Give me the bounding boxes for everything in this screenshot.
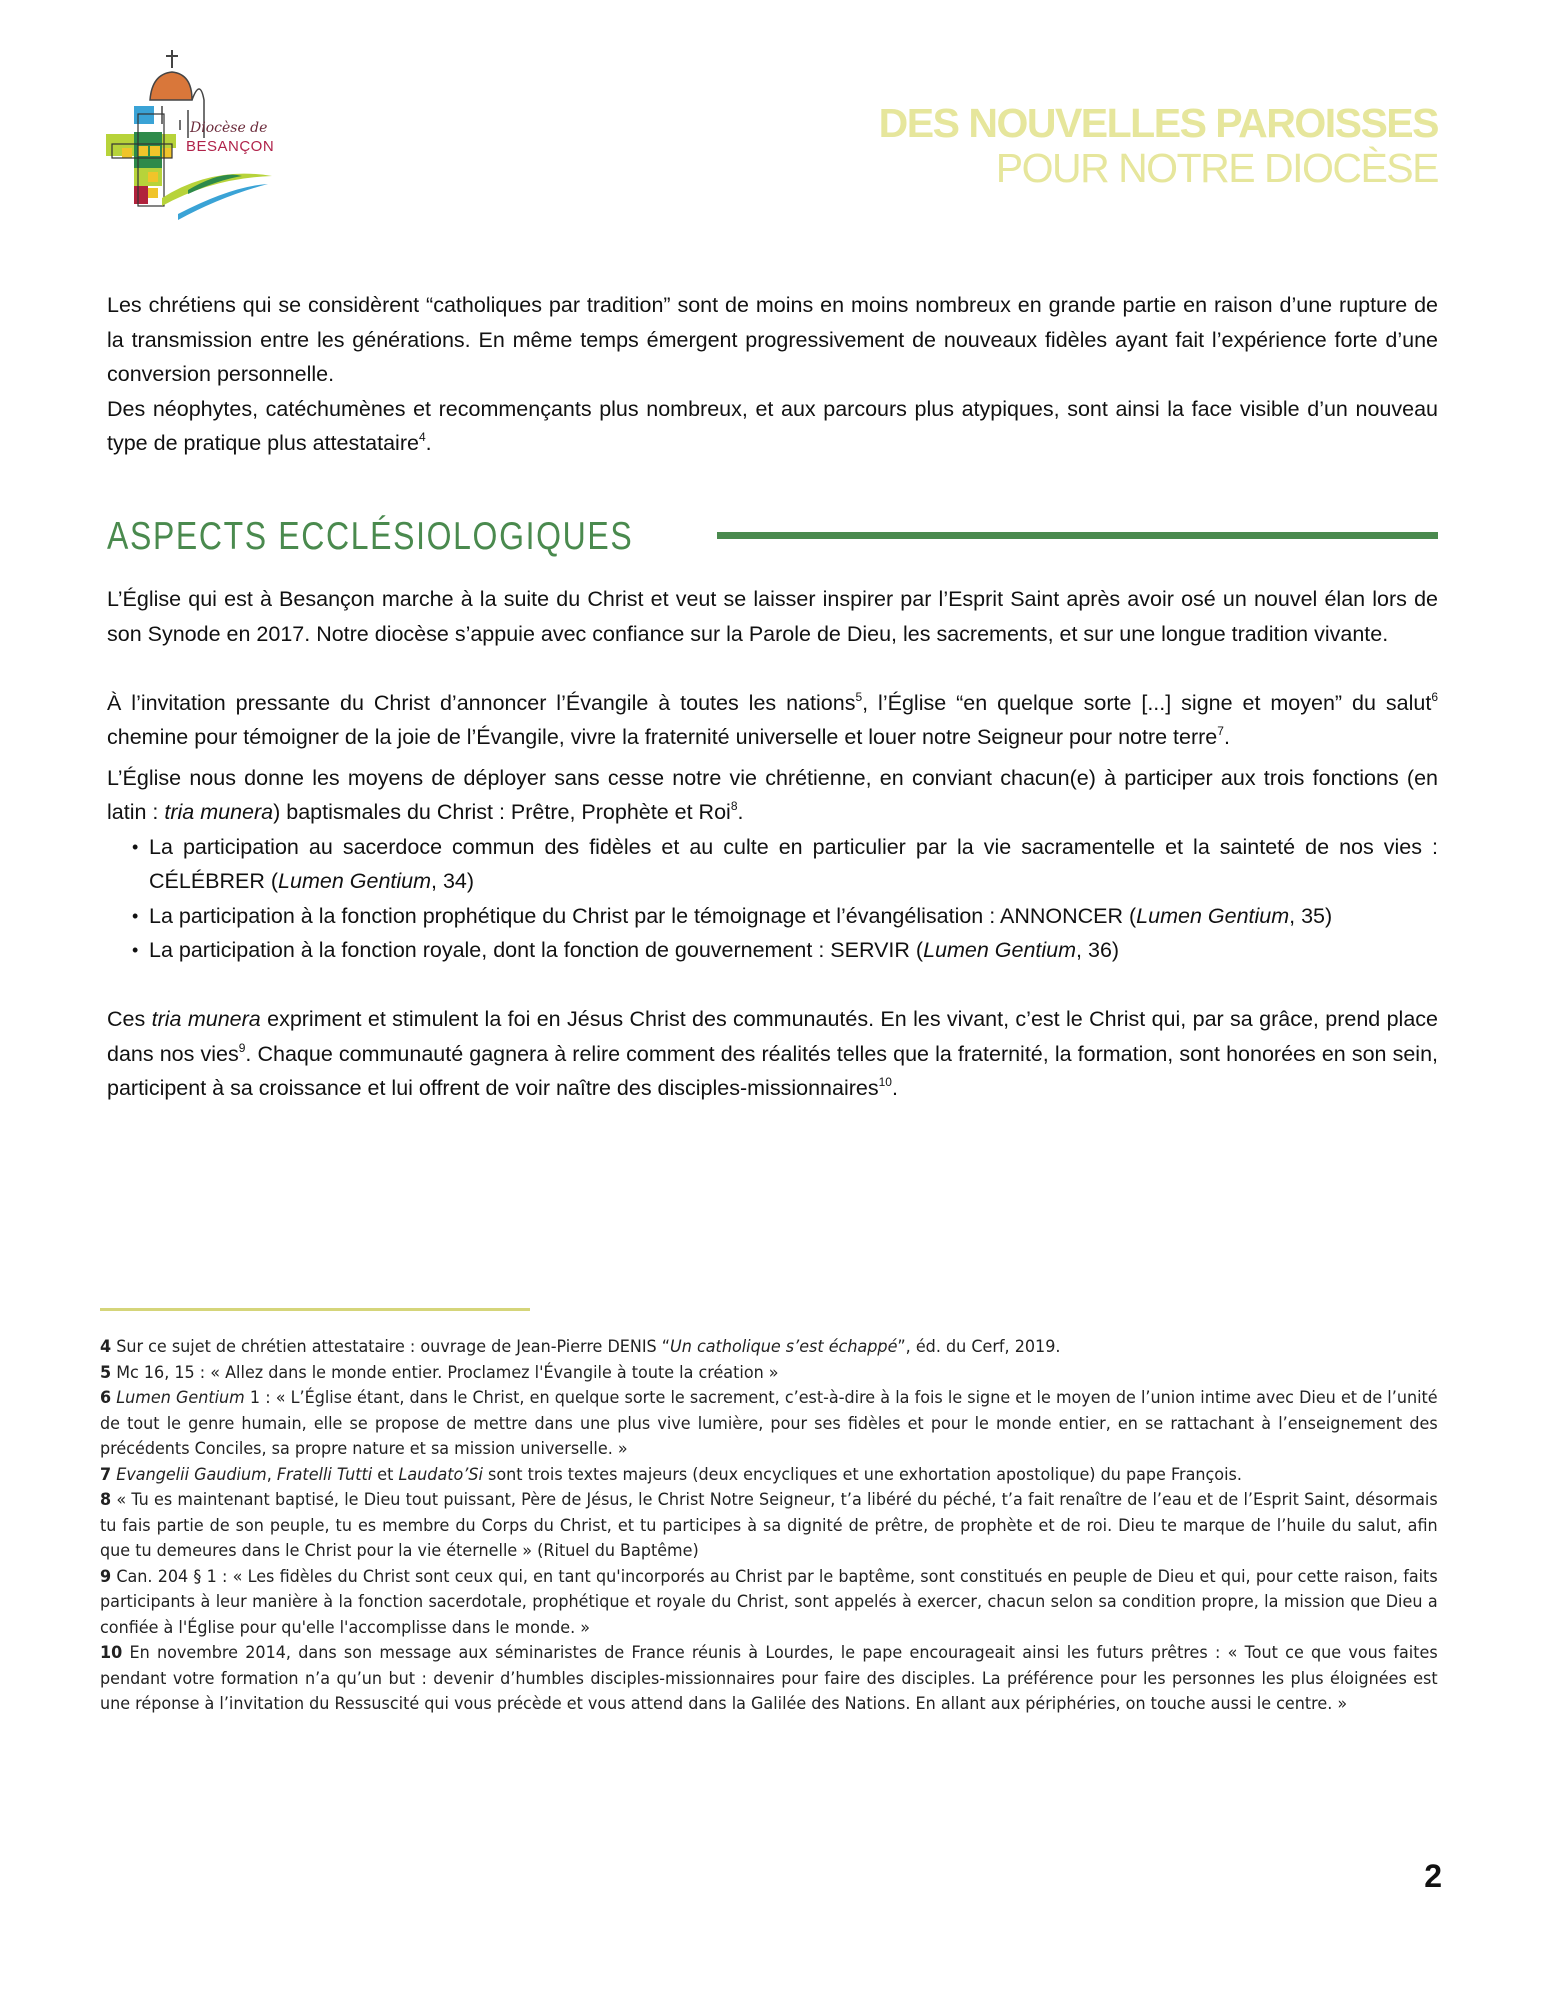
- italic-term: Evangelii Gaudium: [116, 1464, 267, 1485]
- italic-term: Lumen Gentium: [1136, 903, 1290, 928]
- footnotes: [100, 1335, 1438, 1718]
- italic-term: Lumen Gentium: [923, 938, 1077, 962]
- text: En novembre 2014, dans son message aux séminaristes de France réunis à Lourdes, le pape encourageait ainsi les futurs prêtres : « Tout ce que vous faites pendant votre formation n’a qu’un but : devenir d’humbles disciples-missionnaires pour faire des disciples. La préférence pour les personnes les plus éloignées est une réponse à l’invitation du Ressuscité qui vous précède et vous attend dans la Galilée des Nations. En allant aux périphéries, on touche aussi le centre. »: [100, 1643, 1438, 1714]
- text: 1 : « L’Église étant, dans le Christ, en quelque sorte le sacrement, c’est-à-dire à la fois le signe et le moyen de l’union intime avec Dieu et de l’unité de tout le genre humain, elle se propose de mettre dans une plus vive lumière, pour ses fidèles et pour le monde entier, en se rattachant à l’enseignement des précédents Conciles, sa propre nature et sa mission universelle. »: [100, 1388, 1438, 1459]
- intro-paragraph-2-text: Des néophytes, catéchumènes et recommençants plus nombreux, et aux parcours plus atypiques, sont ainsi la face visible d’un nouveau type de pratique plus attestataire: [107, 396, 1438, 455]
- intro-paragraph-1: Les chrétiens qui se considèrent “catholiques par tradition” sont de moins en moins nombreux en grande partie en raison d’une rupture de la transmission entre les générations. En même temps émergent progressivement de nouveaux fidèles ayant fait l’expérience forte d’une conversion personnelle.: [107, 293, 1438, 386]
- italic-term: Lumen Gentium: [116, 1388, 245, 1408]
- footnote-8: [100, 1488, 1438, 1565]
- footnote-number: 10: [100, 1643, 123, 1663]
- text: Sur ce sujet de chrétien attestataire : ouvrage de Jean-Pierre DENIS “: [111, 1337, 671, 1357]
- text: expriment et stimulent la foi en Jésus Christ des communautés. En les vivant, c’est le Christ qui, par sa grâce, prend place dans nos vies: [107, 1007, 1438, 1066]
- text: et: [372, 1464, 399, 1485]
- text: À l’invitation pressante du Christ d’annoncer l’Évangile à toutes les nations: [107, 690, 856, 715]
- footnote-ref[interactable]: 6: [1431, 689, 1438, 704]
- text: .: [891, 1076, 898, 1100]
- text: Ces: [107, 1007, 152, 1031]
- text: , 35): [1289, 903, 1333, 928]
- footnote-number: 5: [100, 1362, 112, 1383]
- section-paragraph-2: [107, 686, 1438, 755]
- logo-text-diocese: Diocèse de: [190, 120, 268, 136]
- italic-term: tria munera: [164, 800, 274, 824]
- text: L’Église nous donne les moyens de déployer sans cesse notre vie chrétienne, en conviant chacun(e) à participer aux trois fonctions (en latin :: [107, 765, 1438, 824]
- intro-section: [107, 288, 1438, 461]
- text: .: [1223, 725, 1230, 749]
- text: La participation à la fonction royale, dont la fonction de gouvernement : SERVIR (: [149, 938, 924, 962]
- italic-term: Lumen Gentium: [278, 869, 432, 893]
- footnote-separator: [100, 1308, 530, 1311]
- document-title: [879, 100, 1438, 190]
- section-paragraph-4: [107, 1002, 1438, 1106]
- footnote-ref[interactable]: 8: [730, 799, 738, 813]
- text: Can. 204 § 1 : « Les fidèles du Christ sont ceux qui, en tant qu'incorporés au Christ par le baptême, sont constitués en peuple de Dieu et qui, pour cette raison, faits participants à leur manière à la fonction sacerdotale, prophétique et royale du Christ, sont appelés à exercer, chacun selon sa condition propre, la mission que Dieu a confiée à l'Église pour qu'elle l'accomplisse dans le monde. »: [100, 1566, 1438, 1638]
- section-paragraph-3: [107, 761, 1438, 830]
- text: « Tu es maintenant baptisé, le Dieu tout puissant, Père de Jésus, le Christ Notre Seigneur, t’a libéré du péché, t’a fait renaître de l’eau et de l’Esprit Saint, désormais tu fais partie de son peuple, tu es membre du Corps du Christ, et tu participes à sa dignité de prêtre, de prophète et de roi. Dieu te marque de l’huile du salut, afin que tu demeures dans le Christ pour la vie éternelle » (Rituel du Baptême): [100, 1490, 1438, 1561]
- text: Mc 16, 15 : « Allez dans le monde entier. Proclamez l'Évangile à toute la création »: [111, 1362, 779, 1383]
- footnote-ref[interactable]: 5: [855, 689, 863, 704]
- text: sont trois textes majeurs (deux encycliques et une exhortation apostolique) du pape François.: [482, 1464, 1242, 1485]
- footnote-number: 9: [100, 1566, 112, 1587]
- text: La participation à la fonction prophétique du Christ par le témoignage et l’évangélisation : ANNONCER (: [149, 903, 1137, 928]
- italic-term: Un catholique s’est échappé: [670, 1337, 898, 1357]
- footnote-9: [100, 1565, 1438, 1642]
- text: ,: [266, 1464, 277, 1485]
- logo-text-besancon: BESANÇON: [186, 138, 275, 155]
- text: , l’Église “en quelque sorte [...] signe et moyen” du salut: [862, 690, 1432, 715]
- section-body: [107, 582, 1438, 1106]
- section-paragraph-1: L’Église qui est à Besançon marche à la suite du Christ et veut se laisser inspirer par l’Esprit Saint après avoir osé un nouvel élan lors de son Synode en 2017. Notre diocèse s’appuie avec confiance sur la Parole de Dieu, les sacrements, et sur une longue tradition vivante.: [107, 587, 1438, 646]
- text: ) baptismales du Christ : Prêtre, Prophète et Roi: [273, 800, 731, 824]
- text: , 34): [431, 869, 475, 893]
- footnote-7: [100, 1463, 1438, 1489]
- footnote-number: 4: [100, 1337, 112, 1357]
- diocese-logo: [92, 48, 302, 228]
- footnote-10: [100, 1641, 1438, 1718]
- tria-munera-list: [107, 830, 1438, 968]
- footnote-ref[interactable]: 4: [418, 430, 426, 444]
- title-line-1: DES NOUVELLES PAROISSES: [878, 100, 1438, 146]
- list-item: [149, 933, 1438, 968]
- italic-term: Laudato’Si: [398, 1464, 483, 1485]
- footnote-6: [100, 1386, 1438, 1463]
- section-heading: [107, 512, 1438, 562]
- footnote-ref[interactable]: 9: [238, 1040, 246, 1055]
- intro-paragraph-2: [107, 392, 1438, 461]
- footnote-ref[interactable]: 10: [878, 1075, 892, 1089]
- title-line-2: POUR NOTRE DIOCÈSE: [995, 145, 1438, 191]
- italic-term: tria munera: [151, 1007, 261, 1031]
- list-item: [149, 830, 1438, 899]
- section-heading-text: ASPECTS ECCLÉSIOLOGIQUES: [107, 515, 634, 558]
- text: . Chaque communauté gagnera à relire comment des réalités telles que la fraternité, la formation, sont honorées en son sein, participent à sa croissance et lui offrent de voir naître des disciples-missionnaires: [107, 1041, 1438, 1100]
- footnote-number: 8: [100, 1490, 112, 1510]
- italic-term: Fratelli Tutti: [276, 1464, 373, 1485]
- text: chemine pour témoigner de la joie de l’Évangile, vivre la fraternité universelle et louer notre Seigneur pour notre terre: [107, 725, 1218, 749]
- footnote-4: [100, 1335, 1438, 1361]
- intro-paragraph-2-end: .: [425, 431, 432, 455]
- list-item: [149, 899, 1438, 934]
- footnote-ref[interactable]: 7: [1217, 724, 1224, 738]
- text: La participation au sacerdoce commun des fidèles et au culte en particulier par la vie sacramentelle et la sainteté de nos vies : CÉLÉBRER (: [149, 834, 1438, 893]
- text: .: [737, 800, 744, 824]
- footnote-number: 6: [100, 1388, 112, 1408]
- page-number: 2: [1424, 1858, 1442, 1894]
- footnote-number: 7: [100, 1464, 112, 1485]
- footnote-5: [100, 1361, 1438, 1387]
- section-heading-rule: [717, 532, 1438, 539]
- text: ”, éd. du Cerf, 2019.: [897, 1337, 1061, 1357]
- text: , 36): [1076, 938, 1120, 962]
